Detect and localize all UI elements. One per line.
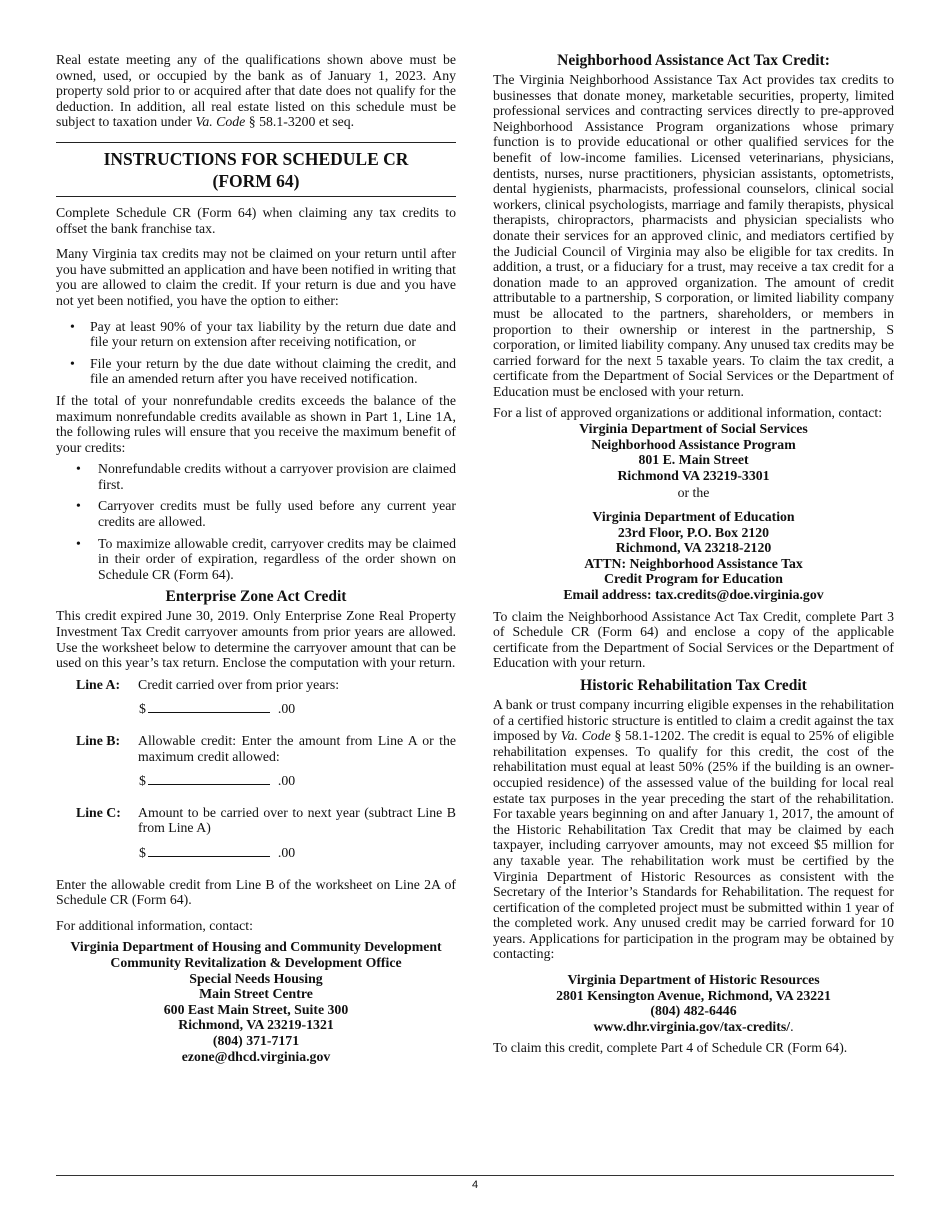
- neighborhood-claim-paragraph: To claim the Neighborhood Assistance Act Tax Credit, complete Part 3 of Schedule CR (Form 64) and enclose a copy of the applicable certificate from the Department of Social Services or the Department of Education with your return.: [493, 608, 894, 671]
- amount-blank: [148, 844, 270, 857]
- historic-claim-paragraph: To claim this credit, complete Part 4 of Schedule CR (Form 64).: [493, 1040, 848, 1056]
- worksheet-line-a: Line A: Credit carried over from prior years:: [76, 676, 340, 692]
- worksheet-line-c-amount: $ .00: [139, 844, 296, 860]
- enterprise-zone-instructions: Enter the allowable credit from Line B of the worksheet on Line 2A of Schedule CR (Form 64).: [56, 876, 456, 908]
- footer-divider: [56, 1175, 894, 1176]
- left-column: [56, 52, 456, 1070]
- dhcd-address: Virginia Department of Housing and Community Development Community Revitalization & Development Office Special Needs Housing Main Street Centre 600 East Main Street, Suite 300 Richmond, VA 23219-1321 (804) 371-7171 ezone@dhcd.virginia.gov: [56, 939, 456, 1064]
- dhcd-email: ezone@dhcd.virginia.gov: [181, 1048, 331, 1064]
- list-item: • To maximize allowable credit, carryover credits may be claimed in their order of expiration, regardless of the order shown on Schedule CR (Form 64).: [56, 536, 456, 583]
- enterprise-zone-heading: Enterprise Zone Act Credit: [165, 588, 347, 606]
- worksheet-line-b-amount: $ .00: [139, 773, 296, 789]
- historic-rehabilitation-heading: Historic Rehabilitation Tax Credit: [580, 676, 807, 694]
- worksheet-line-b: Line B: Allowable credit: Enter the amount from Line A or the maximum credit allowed:: [76, 733, 456, 764]
- or-the-text: or the: [677, 485, 710, 501]
- neighborhood-assistance-heading: Neighborhood Assistance Act Tax Credit:: [557, 52, 830, 69]
- worksheet-line-c: Line C: Amount to be carried over to next year (subtract Line B from Line A): [76, 804, 456, 836]
- page-number: 4: [471, 1179, 479, 1191]
- doe-address: Virginia Department of Education 23rd Floor, P.O. Box 2120 Richmond, VA 23218-2120 ATTN: Neighborhood Assistance Tax Credit Program for Education Email address: tax.credits@doe.virginia.gov: [493, 509, 894, 603]
- rules-list: [56, 461, 456, 582]
- historic-rehabilitation-paragraph: A bank or trust company incurring eligible expenses in the rehabilitation of a certified historic structure is entitled to claim a credit against the tax imposed by Va. Code § 58.1-1202. The credit is equal to 25% of eligible rehabilitation expenses. To qualify for this credit, the cost of the rehabilitation must equal at least 50% (25% if the building is an owner-occupied residence) of the assessed value of the building for local real estate tax purposes in the year preceding the start of the rehabilitation. For taxable years beginning on and after January 1, 2017, the amount of the Historic Rehabilitation Tax Credit that may be claimed by each taxpayer, including carryover amounts, may not exceed $5 million for any taxable year. The rehabilitation work must be certified by the Virginia Department of Historic Resources as consistent with the Secretary of the Interior’s Standards for Rehabilitation. The request for certification of the completed project must be submitted within 1 year of the completed work. Any unused credit may be carried forward for 10 years. Applications for participation in the program may be obtained by contacting:: [493, 696, 894, 962]
- list-item: • Carryover credits must be fully used before any current year credits are allowed.: [56, 498, 456, 529]
- paragraph-nonrefundable: If the total of your nonrefundable credits exceeds the balance of the maximum nonrefundable credits available as shown in Part 1, Line 1A, the following rules will ensure that you receive the maximum benefit of your credits:: [56, 392, 456, 455]
- list-item: • Nonrefundable credits without a carryover provision are claimed first.: [56, 461, 456, 492]
- paragraph-complete-schedule: Complete Schedule CR (Form 64) when claiming any tax credits to offset the bank franchise tax.: [56, 204, 456, 236]
- worksheet: [56, 677, 456, 861]
- list-item: • Pay at least 90% of your tax liability by the return due date and file your return on extension after receiving notification, or: [56, 319, 456, 350]
- amount-blank: [148, 700, 270, 713]
- right-column: [493, 52, 894, 1056]
- options-list: [56, 319, 456, 387]
- section-heading: INSTRUCTIONS FOR SCHEDULE CR (FORM 64): [56, 142, 456, 197]
- enterprise-zone-paragraph: This credit expired June 30, 2019. Only Enterprise Zone Real Property Investment Tax Credit carryover amounts from prior years are allowed. Use the worksheet below to determine the carryover amount that can be used on this year’s tax return. Enclose the computation with your return.: [56, 608, 456, 671]
- va-code-citation: Va. Code: [560, 728, 611, 744]
- list-item: • File your return by the due date without claiming the credit, and file an amended return after you have received notification.: [56, 356, 456, 387]
- worksheet-line-a-amount: $ .00: [139, 701, 296, 717]
- contact-intro: For additional information, contact:: [56, 917, 253, 933]
- doe-email: Email address: tax.credits@doe.virginia.gov: [563, 587, 824, 602]
- dss-address: Virginia Department of Social Services Neighborhood Assistance Program 801 E. Main Street Richmond VA 23219-3301: [579, 421, 808, 483]
- paragraph-credits-notification: Many Virginia tax credits may not be claimed on your return until after you have submitted an application and have been notified in writing that you are allowed to claim the credit. If your return is due and you have not yet been notified, you have the option to either:: [56, 246, 456, 308]
- dhr-website-link[interactable]: www.dhr.virginia.gov/tax-credits/: [593, 1018, 791, 1034]
- intro-paragraph: Real estate meeting any of the qualifications shown above must be owned, used, or occupied by the bank as of January 1, 2023. Any property sold prior to or acquired after that date does not qualify for the deduction. In addition, all real estate listed on this schedule must be subject to taxation under Va. Code § 58.1-3200 et seq.: [56, 52, 456, 130]
- dhr-address: Virginia Department of Historic Resources 2801 Kensington Avenue, Richmond, VA 23221 (804) 482-6446 www.dhr.virginia.gov/tax-credits/.: [556, 972, 831, 1034]
- neighborhood-contact-intro: For a list of approved organizations or additional information, contact:: [493, 405, 883, 421]
- amount-blank: [148, 772, 270, 785]
- va-code-citation: Va. Code: [195, 114, 246, 130]
- neighborhood-assistance-paragraph: The Virginia Neighborhood Assistance Tax Act provides tax credits to businesses that donate money, marketable securities, property, limited professional services and contracting services directly to pre-approved Neighborhood Assistance Program organizations whose primary function is to provide educational or other qualified services for the benefit of low-income families. Licensed veterinarians, physicians, dentists, nurses, nurse practitioners, physician assistants, optometrists, dental hygienists, pharmacists, professional counselors, clinical social workers, clinical psychologists, marriage and family therapists, physical therapists, chiropractors, pharmacists and physician specialists who donate their services for an approved clinic, and mediators certified by the Judicial Council of Virginia may also be eligible for tax credits. In addition, a trust, or a fiduciary for a trust, may receive a tax credit for a donation made to an approved organization. The amount of credit attributable to a partnership, S corporation, or limited liability company must be allocated to the partners, shareholders, or members in proportion to their ownership or interest in the partnership, S corporation, or limited liability company. Any unused tax credits may be carried forward for the next 5 taxable years. To claim the tax credit, a certificate from the Department of Social Services or the Department of Education must be enclosed with your return.: [493, 72, 894, 399]
